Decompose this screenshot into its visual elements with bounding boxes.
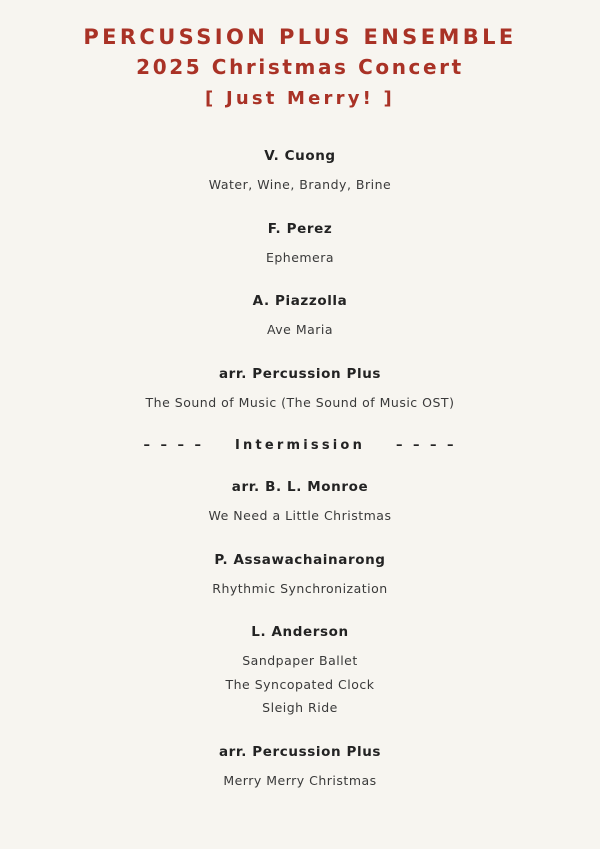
piece-title: Water, Wine, Brandy, Brine xyxy=(208,177,392,192)
piece-title: Ave Maria xyxy=(266,322,334,337)
bottom-spacer xyxy=(40,816,560,834)
composer-name: P. Assawachainarong xyxy=(214,551,386,568)
program-entry xyxy=(40,221,560,270)
piece-title: Sandpaper Ballet xyxy=(242,653,358,668)
program-entry xyxy=(40,366,560,415)
composer-name: L. Anderson xyxy=(251,624,349,640)
program-entry xyxy=(40,479,560,528)
intermission-label: Intermission xyxy=(234,438,366,453)
concert-title: 2025 Christmas Concert xyxy=(136,55,464,79)
ensemble-title: PERCUSSION PLUS ENSEMBLE xyxy=(83,25,517,49)
composer-name: A. Piazzolla xyxy=(252,293,348,309)
intermission-divider xyxy=(40,438,560,453)
composer-name: arr. Percussion Plus xyxy=(218,743,382,760)
composer-name: arr. B. L. Monroe xyxy=(231,479,369,495)
piece-title: The Syncopated Clock xyxy=(225,676,375,692)
piece-title: Ephemera xyxy=(265,249,335,265)
piece-title: Rhythmic Synchronization xyxy=(212,580,388,596)
program-list xyxy=(40,148,560,834)
program-entry xyxy=(40,293,560,342)
intermission-dash-left: – – – – xyxy=(143,438,205,453)
piece-title: We Need a Little Christmas xyxy=(208,508,392,523)
program-entry xyxy=(40,624,560,720)
piece-title: The Sound of Music (The Sound of Music OST) xyxy=(145,394,455,410)
program-entry xyxy=(40,744,560,793)
composer-name: V. Cuong xyxy=(264,148,336,164)
piece-title: Merry Merry Christmas xyxy=(223,772,377,788)
program-entry xyxy=(40,552,560,601)
program-entry xyxy=(40,148,560,197)
concert-subtitle: [ Just Merry! ] xyxy=(205,88,395,109)
intermission-dash-right: – – – – xyxy=(395,438,457,453)
piece-title: Sleigh Ride xyxy=(262,700,338,715)
composer-name: F. Perez xyxy=(267,220,333,237)
program-header xyxy=(40,22,560,114)
composer-name: arr. Percussion Plus xyxy=(218,365,382,382)
